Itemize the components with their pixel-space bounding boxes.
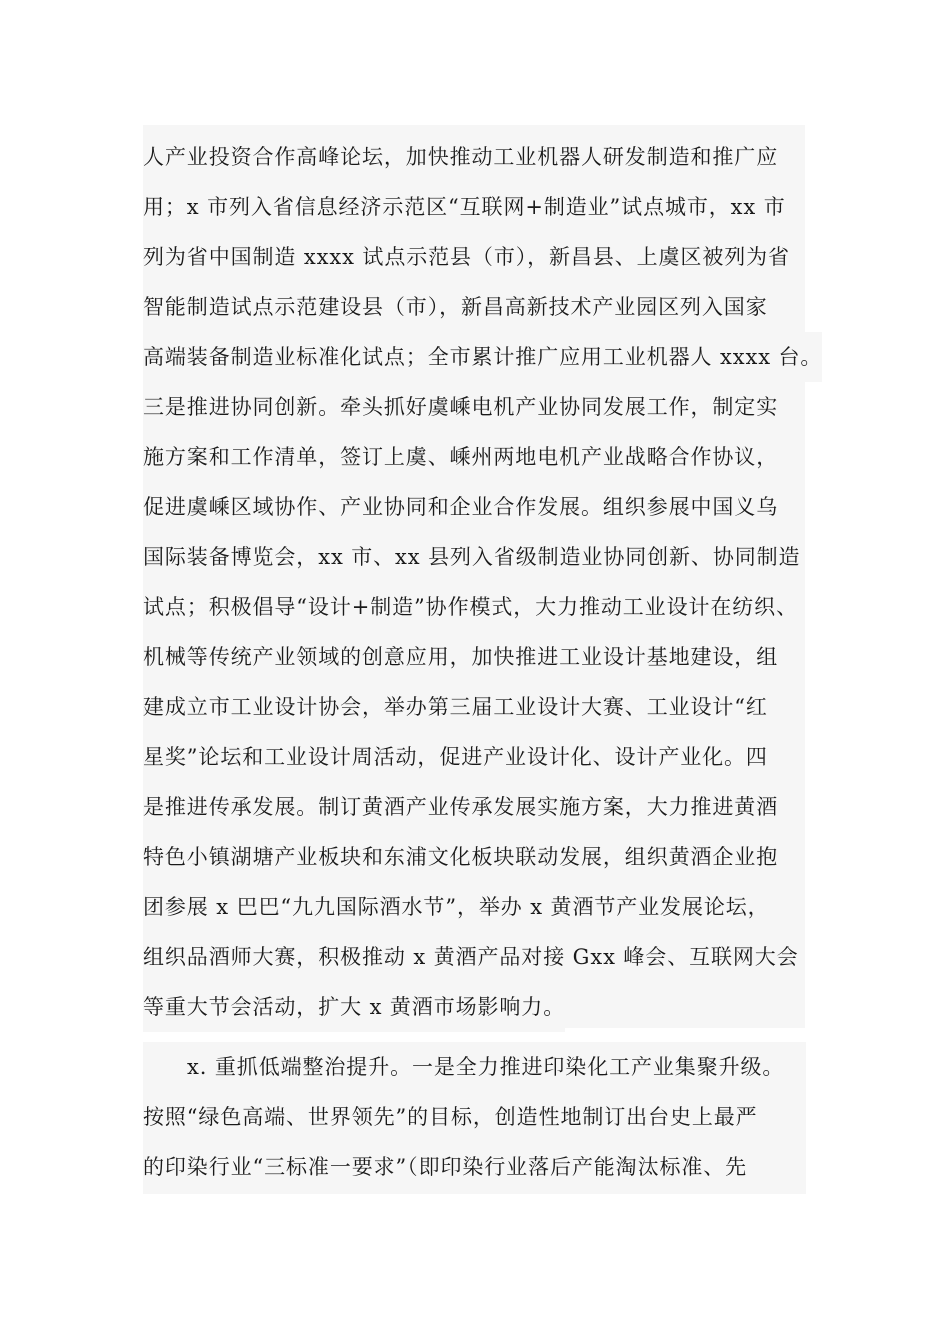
text-line: 团参展 x 巴巴“九九国际酒水节”，举办 x 黄酒节产业发展论坛， [143,882,770,932]
text-line: 智能制造试点示范建设县（市），新昌高新技术产业园区列入国家 [143,282,768,332]
text-line: 用；x 市列入省信息经济示范区“互联网+制造业”试点城市，xx 市 [143,182,786,232]
text-line: 按照“绿色高端、世界领先”的目标，创造性地制订出台史上最严 [143,1092,758,1142]
text-line: 机械等传统产业领域的创意应用，加快推进工业设计基地建设，组 [143,632,778,682]
text-line: 建成立市工业设计协会，举办第三届工业设计大赛、工业设计“红 [143,682,768,732]
text-line: 等重大节会活动，扩大 x 黄酒市场影响力。 [143,982,565,1032]
text-line: 星奖”论坛和工业设计周活动，促进产业设计化、设计产业化。四 [143,732,768,782]
paragraph-2 [143,1042,806,1194]
text-line: 列为省中国制造 xxxx 试点示范县（市），新昌县、上虞区被列为省 [143,232,790,282]
paragraph-1 [143,125,823,1028]
text-line: 组织品酒师大赛，积极推动 x 黄酒产品对接 Gxx 峰会、互联网大会 [143,932,799,982]
text-line: x. 重抓低端整治提升。一是全力推进印染化工产业集聚升级。 [187,1042,784,1092]
text-line: 国际装备博览会，xx 市、xx 县列入省级制造业协同创新、协同制造 [143,532,800,582]
text-line: 是推进传承发展。制订黄酒产业传承发展实施方案，大力推进黄酒 [143,782,778,832]
text-line: 的印染行业“三标准一要求”（即印染行业落后产能淘汰标准、先 [143,1142,747,1192]
text-line: 特色小镇湖塘产业板块和东浦文化板块联动发展，组织黄酒企业抱 [143,832,778,882]
text-line: 三是推进协同创新。牵头抓好虞嵊电机产业协同发展工作，制定实 [143,382,778,432]
text-line: 高端装备制造业标准化试点；全市累计推广应用工业机器人 xxxx 台。 [143,332,822,382]
text-line: 施方案和工作清单，签订上虞、嵊州两地电机产业战略合作协议， [143,432,778,482]
text-line: 人产业投资合作高峰论坛，加快推动工业机器人研发制造和推广应 [143,132,778,182]
text-line: 促进虞嵊区域协作、产业协同和企业合作发展。组织参展中国义乌 [143,482,778,532]
text-line: 试点；积极倡导“设计+制造”协作模式，大力推动工业设计在纺织、 [143,582,798,632]
